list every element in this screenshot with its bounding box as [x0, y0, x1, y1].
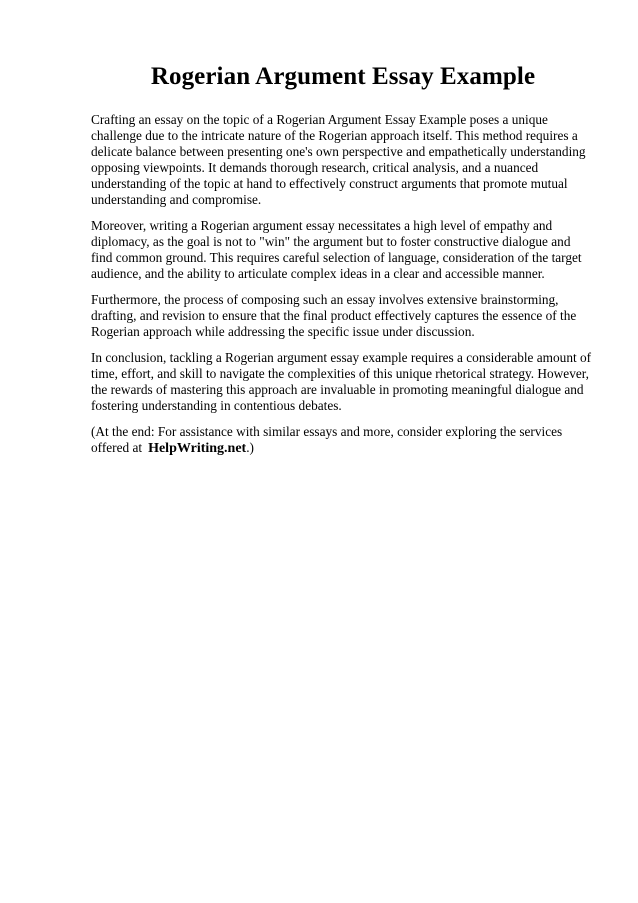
closing-prefix: (At the end: For assistance with similar essays and more, consider exploring the services offered at	[91, 424, 563, 455]
page-title: Rogerian Argument Essay Example	[150, 63, 536, 90]
paragraph-4: In conclusion, tackling a Rogerian argument essay example requires a considerable amount of time, effort, and skill to navigate the complexities of this unique rhetorical strategy. However, the rewards of mastering this approach are invaluable in promoting meaningful dialogue and fostering understanding in contentious debates.	[91, 350, 592, 413]
closing-paragraph	[91, 424, 595, 457]
helpwriting-link[interactable]: HelpWriting.net	[148, 441, 247, 456]
paragraph-2: Moreover, writing a Rogerian argument essay necessitates a high level of empathy and diplomacy, as the goal is not to "win" the argument but to foster constructive dialogue and find common ground. This requires careful selection of language, consideration of the target audience, and the ability to articulate complex ideas in a clear and accessible manner.	[91, 218, 582, 281]
paragraph-1: Crafting an essay on the topic of a Rogerian Argument Essay Example poses a unique challenge due to the intricate nature of the Rogerian approach itself. This method requires a delicate balance between presenting one's own perspective and empathetically understanding opposing viewpoints. It demands thorough research, critical analysis, and a nuanced understanding of the topic at hand to effectively construct arguments that promote mutual understanding and compromise.	[91, 112, 586, 207]
document-body	[91, 112, 595, 457]
paragraph-3: Furthermore, the process of composing such an essay involves extensive brainstorming, drafting, and revision to ensure that the final product effectively captures the essence of the Rogerian approach while addressing the specific issue under discussion.	[91, 292, 577, 339]
closing-suffix: .)	[246, 440, 254, 455]
